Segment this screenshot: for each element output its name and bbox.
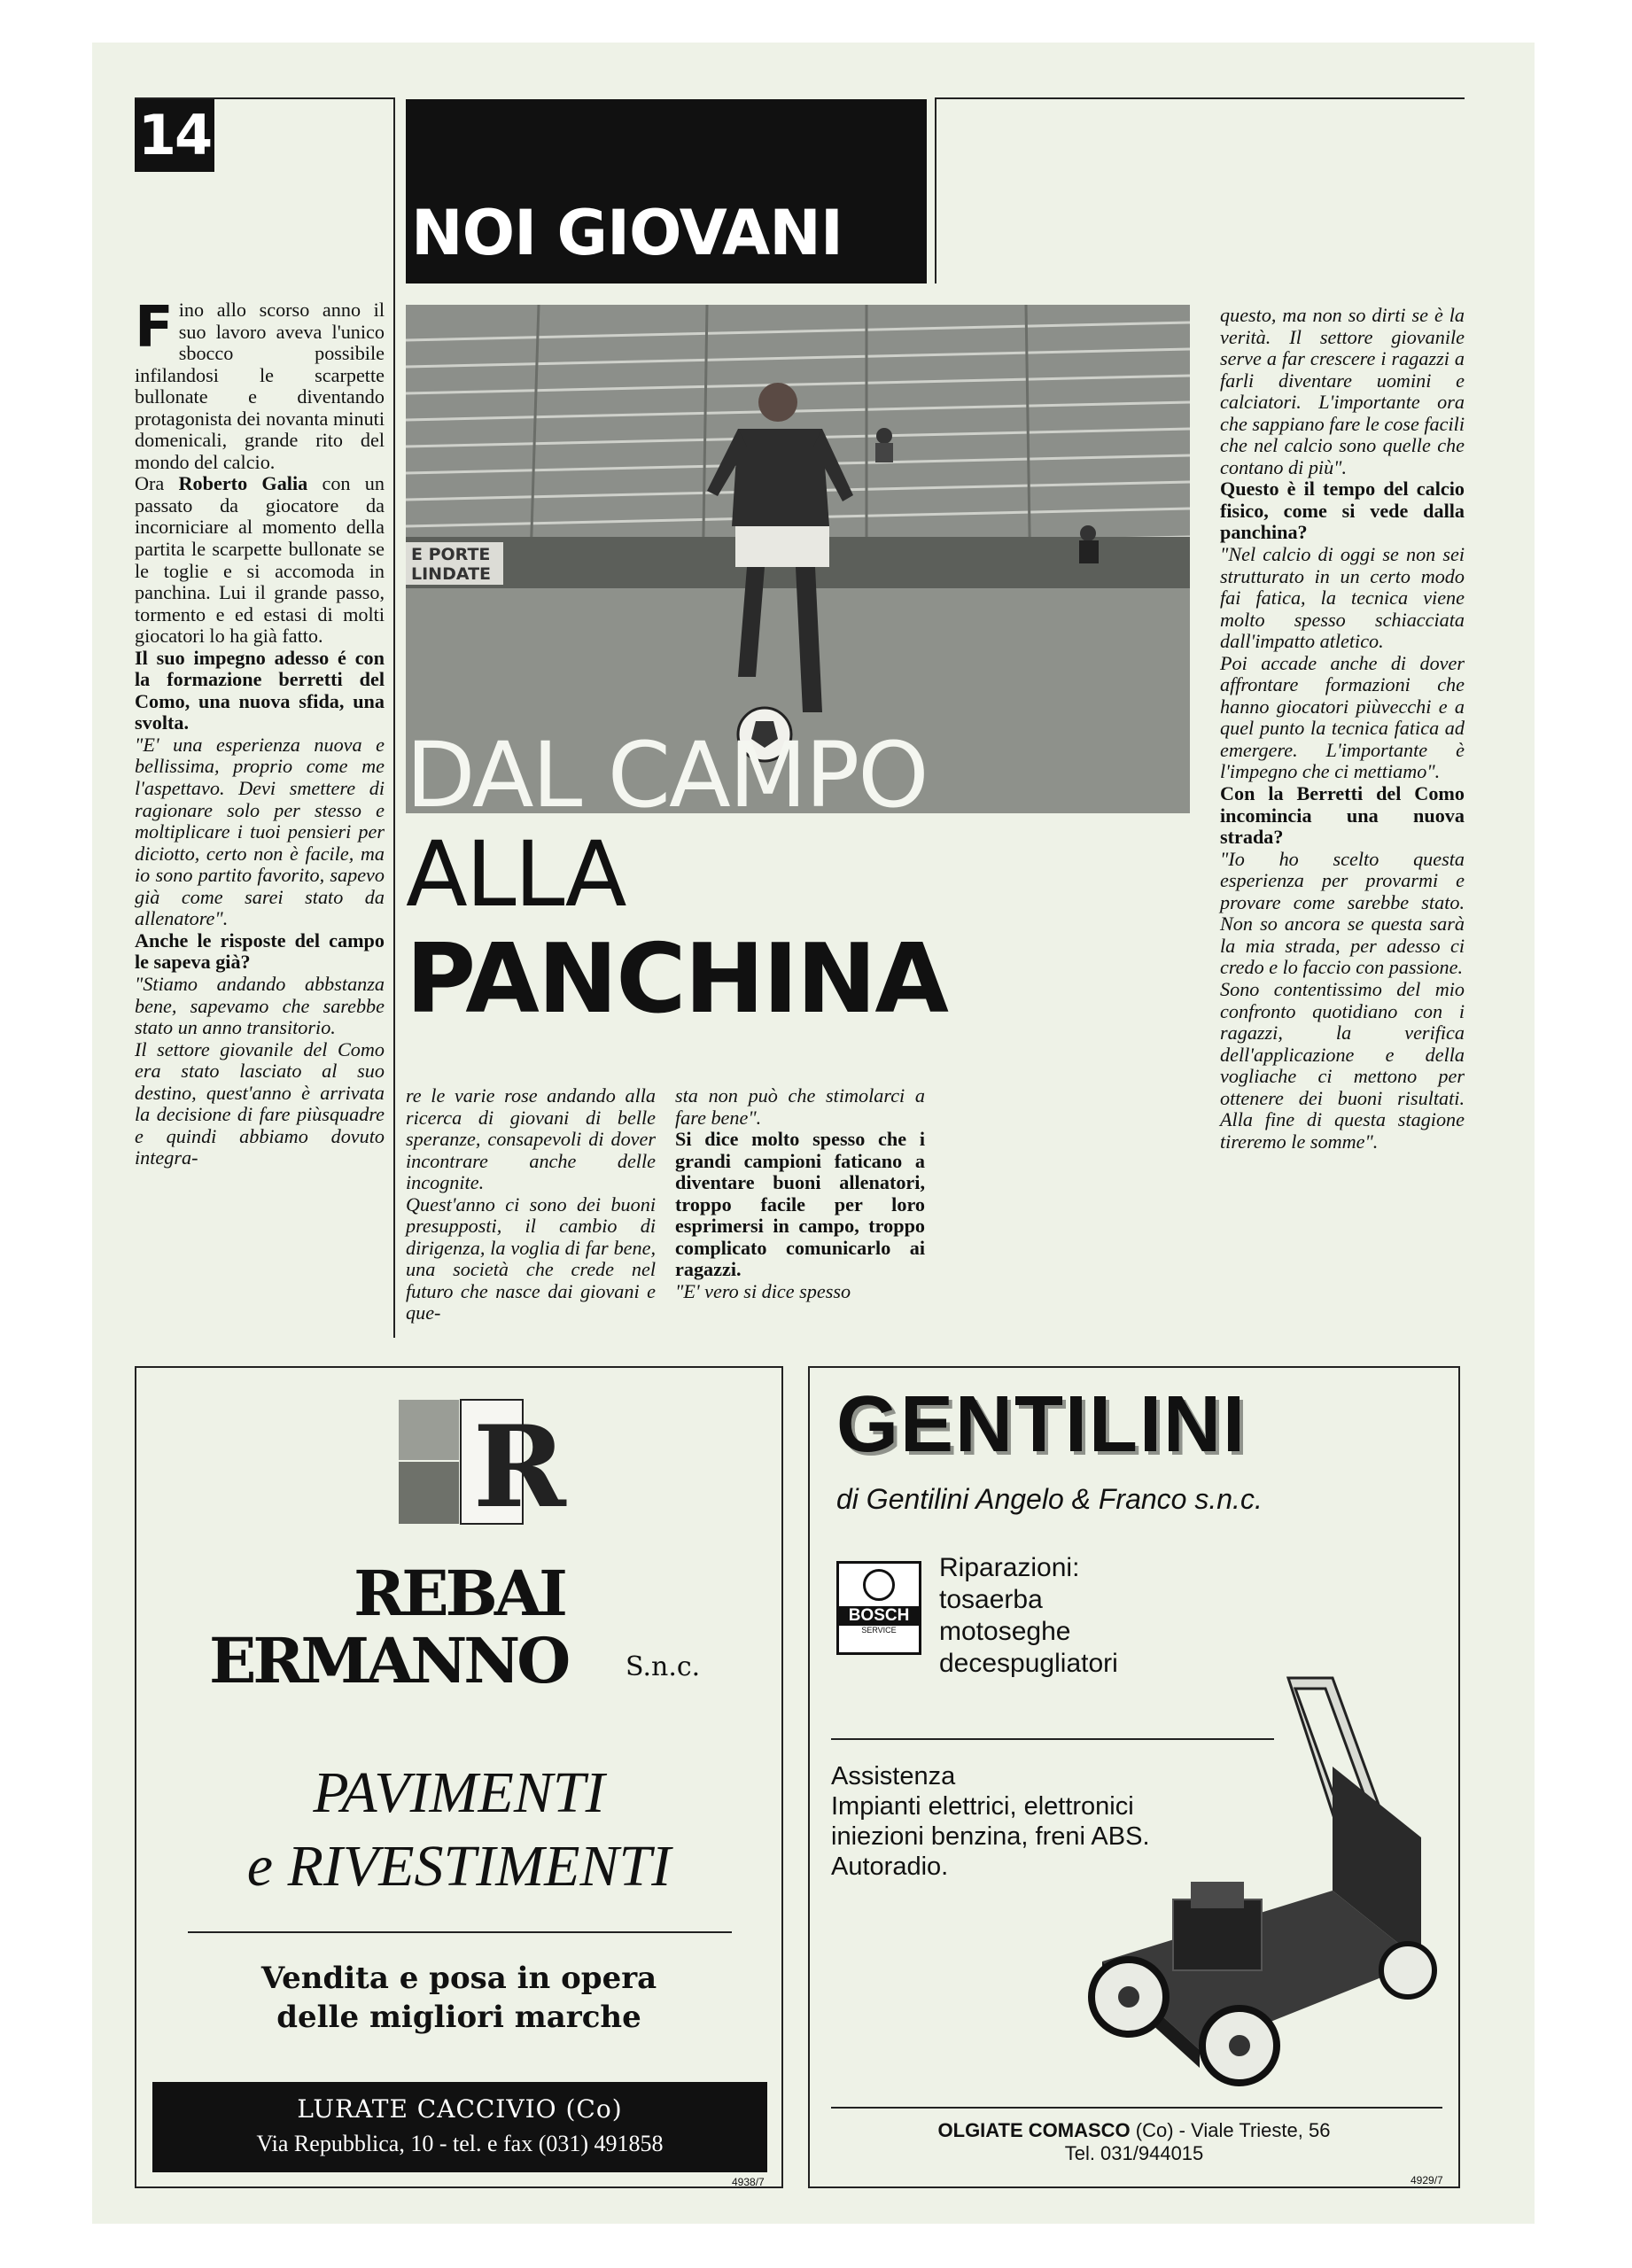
rebai-name-line2: ERMANNO	[209, 1624, 568, 1697]
logo-letter: R	[473, 1402, 566, 1533]
rebai-city: LURATE CACCIVIO (Co)	[297, 2094, 623, 2124]
headline-line2: ALLA	[406, 822, 626, 928]
rebai-address: Via Repubblica, 10 - tel. e fax (031) 491858	[256, 2131, 664, 2156]
section-title: NOI GIOVANI	[406, 99, 927, 284]
headline-line3: PANCHINA	[406, 924, 948, 1035]
article-column-2: re le varie rose andando alla ricerca di giovani di belle speranze, consapevoli di dover incontrare anche delle incognite. Quest'anno ci sono dei buoni presupposti, il cambio di dirigenza, la voglia di far bene, una società che crede nel futuro che nasce dai giovani e que-	[406, 1084, 656, 1324]
answer: "Stiamo andando abbstanza bene, sapevamo che sarebbe stato un anno transitorio.	[135, 972, 385, 1039]
page-number: 14	[135, 99, 214, 172]
gentilini-name: GENTILINI	[836, 1380, 1247, 1469]
answer: "E' una esperienza nuova e bellissima, proprio come me l'aspettavo. Devi smettere di ragionare solo per stesso e moltiplicare i tuoi pensieri per diciotto, certo non è facile, ma io sono partito favorito, sapevo già come sarei stato da allenatore".	[135, 733, 385, 930]
assistance-list: Assistenza Impianti elettrici, elettronici iniezioni benzina, freni ABS. Autoradio.	[831, 1762, 1150, 1881]
column-divider	[393, 97, 395, 1338]
ad-rebai	[135, 1366, 783, 2188]
photo-sign-text: E PORTE	[411, 545, 491, 564]
gentilini-company: di Gentilini Angelo & Franco s.n.c.	[836, 1483, 1263, 1515]
rebai-address-bar	[152, 2082, 767, 2172]
gentilini-tel: Tel. 031/944015	[1064, 2142, 1204, 2164]
ad-code: 4938/7	[732, 2176, 765, 2188]
drop-cap: F	[135, 295, 174, 361]
ad-code: 4929/7	[1411, 2174, 1443, 2186]
answer: Sono contentissimo del mio confronto quotidiano con i ragazzi, la verifica dell'applicazione e della vogliache ci mettono per ottenere dei buoni risultati. Alla fine di questa stagione tireremo le somme".	[1220, 977, 1465, 1153]
article-column-1: Fino allo scorso anno il suo lavoro aveva l'unico sbocco possibile infilandosi le scarpette bullonate e diventando protagonista dei novanta minuti domenicali, grande rito del mondo del calcio. Ora Roberto Galia con un passato da giocatore da incorniciare al momento della partita le scarpette bullonate se le toglie e si accomoda in panchina. Lui il grande passo, tormento e ed estasi di molti giocatori lo ha già fatto. Il suo impegno adesso é con la formazione berretti del Como, una nuova sfida, una svolta. "E' una esperienza nuova e bellissima, proprio come me l'aspettavo. Devi smettere di ragionare solo per stesso e moltiplicare i tuoi pensieri per diciotto, certo non è facile, ma io sono partito favorito, sapevo già come sarei stato da allenatore". Anche le risposte del campo le sapeva già? "Stiamo andando abbstanza bene, sapevamo che sarebbe stato un anno transitorio. Il settore giovanile del Como era stato lasciato al suo destino, quest'anno è arrivata la decisione di fare piùsquadre e quindi abbiamo dovuto integra-	[135, 295, 385, 1169]
rebai-name-line1: REBAI	[354, 1557, 564, 1630]
article-column-3: sta non può che stimolarci a fare bene". Si dice molto spesso che i grandi campioni faticano a diventare buoni allenatori, troppo facile per loro esprimersi in campo, troppo complicato comunicarlo ai ragazzi. "E' vero si dice spesso	[675, 1084, 925, 1302]
question: Con la Berretti del Como incomincia una nuova strada?	[1220, 782, 1465, 849]
question: Questo è il tempo del calcio fisico, come si vede dalla panchina?	[1220, 478, 1465, 544]
repair-list: Riparazioni: tosaerba motoseghe decespugliatori	[939, 1553, 1118, 1678]
answer: Poi accade anche di dover affrontare formazioni che hanno giocatori piùvecchi e a quel punto la tecnica fatica ad emergere. L'importante è l'impegno che ci mettiamo".	[1220, 651, 1465, 783]
lawnmower-image	[1067, 1669, 1439, 2094]
top-rule-right	[935, 97, 1465, 99]
rebai-tagline2: e RIVESTIMENTI	[246, 1834, 672, 1899]
headline-line1: DAL CAMPO	[406, 723, 928, 828]
question: Il suo impegno adesso é con la formazione berretti del Como, una nuova sfida, una svolta.	[135, 646, 385, 734]
top-rule	[135, 97, 393, 99]
svg-text:LINDATE: LINDATE	[411, 564, 492, 584]
article-column-4: questo, ma non so dirti se è la verità. Il settore giovanile serve a far crescere i ragazzi a farli diventare uomini e calciatori. L'importante ora che sappiano fare le cose facili che nel calcio sono quelle che contano di più". Questo è il tempo del calcio fisico, come si vede dalla panchina? "Nel calcio di oggi se non sei strutturato in un certo modo fai fatica, la tecnica viene molto spesso schiacciata dall'impatto atletico. Poi accade anche di dover affrontare formazioni che hanno giocatori piùvecchi e a quel punto la tecnica fatica ad emergere. L'importante è l'impegno che ci mettiamo". Con la Berretti del Como incomincia una nuova strada? "Io ho scelto questa esperienza per provarmi e provare come sarebbe stato. Non so ancora se questa sarà la mia strada, per adesso ci credo e lo faccio con passione. Sono contentissimo del mio confronto quotidiano con i ragazzi, la verifica dell'applicazione e della vogliache ci mettono per ottenere dei buoni risultati. Alla fine di questa stagione tireremo le somme".	[1220, 304, 1465, 1153]
bosch-armature-icon	[863, 1569, 895, 1601]
answer: Il settore giovanile del Como era stato lasciato al suo destino, quest'anno è arrivata la decisione di fare piùsquadre e quindi abbiamo dovuto integra-	[135, 1037, 385, 1169]
divider	[188, 1931, 732, 1933]
answer: "Io ho scelto questa esperienza per provarmi e provare come sarebbe stato. Non so ancora se questa sarà la mia strada, per adesso ci credo e lo faccio con passione.	[1220, 847, 1465, 979]
rebai-tagline1: PAVIMENTI	[313, 1760, 605, 1825]
question: Anche le risposte del campo le sapeva già?	[135, 928, 385, 974]
rebai-suffix: S.n.c.	[626, 1651, 701, 1682]
bosch-logo: BOSCH SERVICE	[836, 1561, 921, 1655]
person-name: Roberto Galia	[178, 472, 308, 495]
answer: "Nel calcio di oggi se non sei strutturato in un certo modo fai fatica, la tecnica viene molto spesso schiacciata dall'impatto atletico.	[1220, 543, 1465, 653]
ad-gentilini	[808, 1366, 1460, 2188]
question: Si dice molto spesso che i grandi campioni faticano a diventare buoni allenatori, troppo facile per loro esprimersi in campo, troppo complicato comunicarlo ai ragazzi.	[675, 1128, 925, 1281]
answer: "E' vero si dice spesso	[675, 1279, 851, 1302]
rebai-sub1: Vendita e posa in opera	[260, 1961, 657, 1996]
divider	[831, 2107, 1442, 2109]
rebai-logo	[399, 1400, 566, 1533]
gentilini-address: OLGIATE COMASCO (Co) - Viale Trieste, 56	[937, 2119, 1331, 2141]
column-divider	[935, 97, 936, 284]
rebai-sub2: delle migliori marche	[276, 2000, 641, 2035]
